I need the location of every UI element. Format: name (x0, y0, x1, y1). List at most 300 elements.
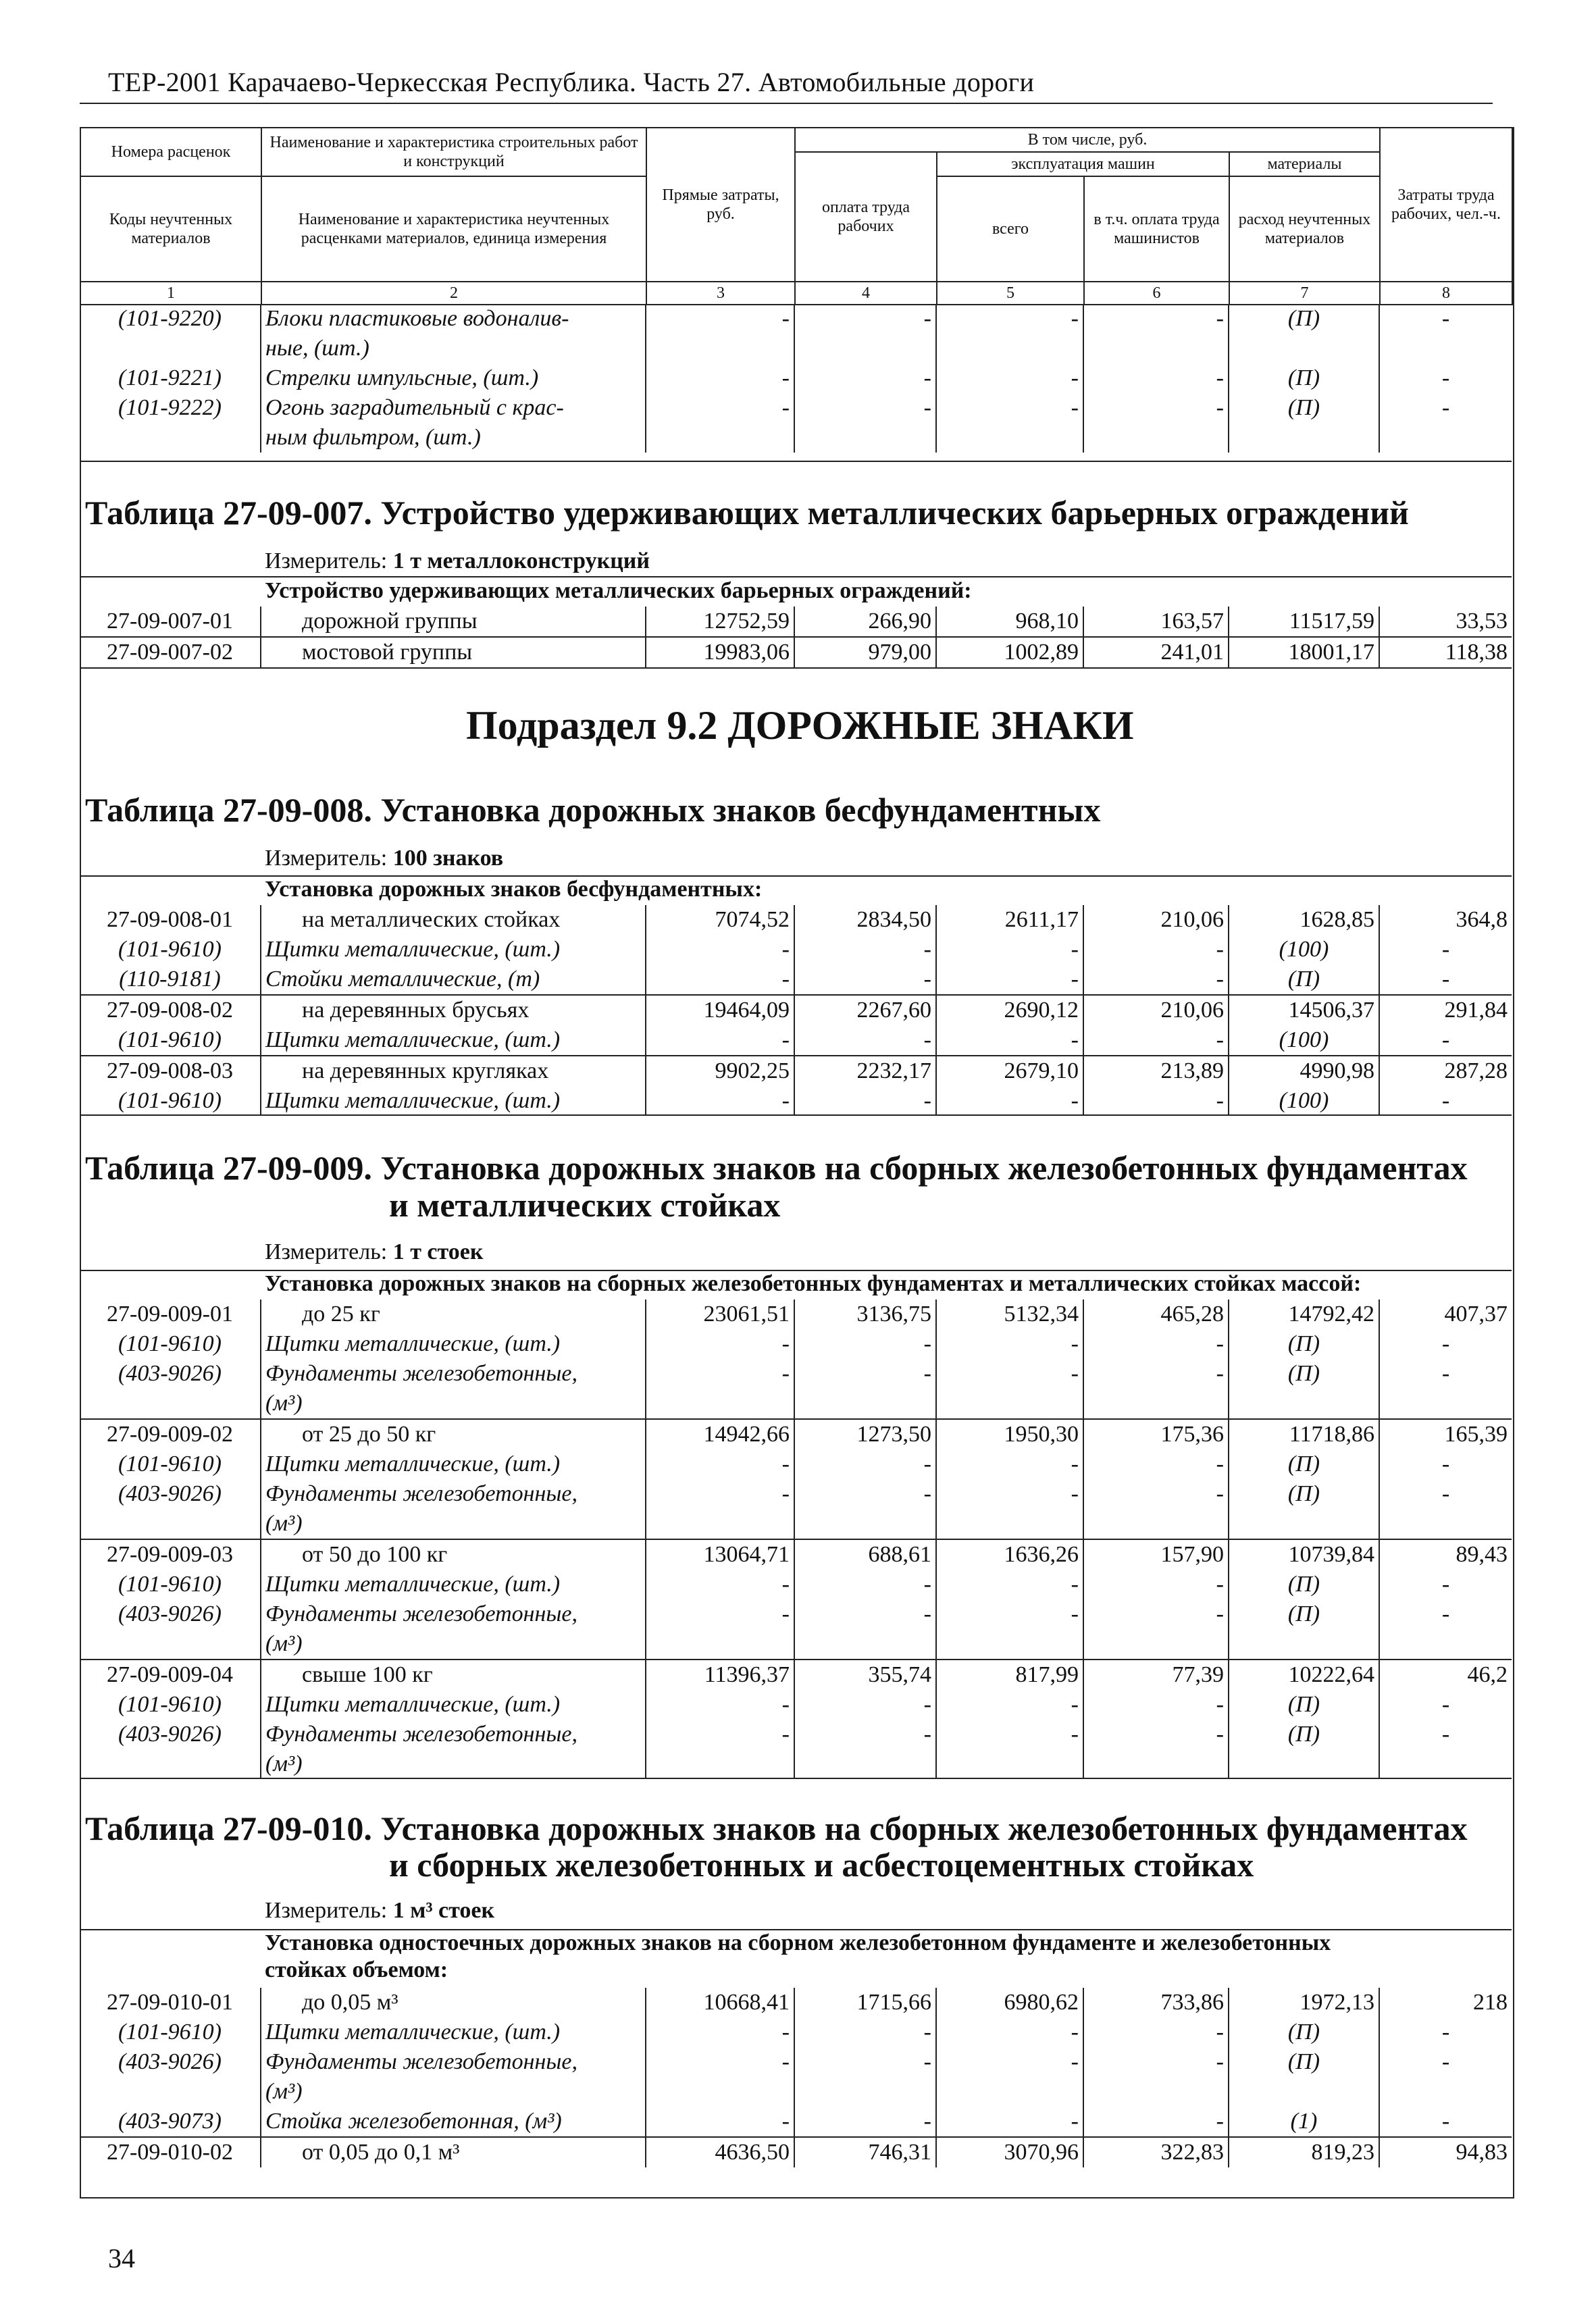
value-cell (1229, 2077, 1379, 2107)
value-cell: 2611,17 (936, 905, 1083, 935)
value-cell (1379, 334, 1512, 363)
rate-code (80, 1629, 261, 1660)
hdr-mat-use: расход неучтенных материалов (1229, 176, 1380, 282)
value-cell: 1273,50 (794, 1419, 936, 1449)
value-cell: - (646, 2107, 794, 2137)
running-header: ТЕР-2001 Карачаево-Черкесская Республика. Часть 27. Автомобильные дороги (108, 67, 1035, 97)
work-name: Щитки металлические, (шт.) (261, 1329, 646, 1359)
rate-code: (101-9610) (80, 1025, 261, 1056)
value-cell: 817,99 (936, 1660, 1083, 1690)
value-cell: - (1083, 1599, 1229, 1629)
value-cell: - (1441, 937, 1450, 962)
value-cell: - (646, 1720, 794, 1749)
hdr-codes-a: Номера расценок (80, 128, 261, 176)
rule (80, 1778, 1512, 1779)
value-cell: (П) (1229, 363, 1379, 393)
hdr-num: 5 (937, 282, 1084, 305)
table-row (80, 995, 1512, 1025)
value-cell: (П) (1229, 1479, 1379, 1509)
work-name: (м³) (261, 2077, 646, 2107)
table-row (80, 1509, 1512, 1539)
value-cell: (100) (1229, 1025, 1379, 1056)
work-name: Огонь заградительный с крас- (261, 393, 646, 423)
value-cell: 407,37 (1444, 1302, 1508, 1327)
value-cell (1229, 1389, 1379, 1419)
rate-code: 27-09-008-01 (80, 905, 261, 935)
table-row (80, 1025, 1512, 1056)
work-name: на деревянных кругляках (261, 1056, 646, 1086)
value-cell: - (1083, 1690, 1229, 1720)
value-cell: 12752,59 (646, 607, 794, 637)
column-header-table (80, 127, 1513, 305)
table-010-title-line1: Таблица 27-09-010. Установка дорожных знаков на сборных железобетонных фундаментах (85, 1809, 1468, 1847)
value-cell: 165,39 (1379, 1419, 1512, 1449)
value-cell: 291,84 (1379, 995, 1512, 1025)
rate-code: (101-9610) (80, 935, 261, 965)
rate-code: 27-09-009-01 (80, 1300, 261, 1329)
value-cell: - (646, 935, 794, 965)
work-name: до 0,05 м³ (261, 1988, 646, 2017)
value-cell: 218 (1473, 1990, 1508, 2015)
value-cell: 23061,51 (646, 1300, 794, 1329)
value-cell: - (1441, 1331, 1450, 1356)
table-row (80, 2107, 1512, 2137)
measure-value: 1 т металлоконструкций (392, 548, 650, 573)
hdr-num: 3 (646, 282, 795, 305)
table-row (80, 1300, 1512, 1329)
table-008 (80, 905, 1512, 1116)
value-cell: 688,61 (794, 1539, 936, 1570)
value-cell: - (794, 2107, 936, 2137)
value-cell: - (646, 1479, 794, 1509)
value-cell: 2679,10 (936, 1056, 1083, 1086)
value-cell: (П) (1229, 393, 1379, 423)
value-cell: - (794, 1086, 936, 1116)
value-cell: (П) (1229, 1599, 1379, 1629)
value-cell (1083, 1629, 1229, 1660)
value-cell: - (1441, 2020, 1450, 2045)
value-cell: - (646, 1329, 794, 1359)
table-row (80, 1419, 1512, 1449)
value-cell: - (936, 1570, 1083, 1599)
value-cell: - (1441, 395, 1450, 420)
hdr-num: 1 (80, 282, 261, 305)
rate-code (80, 334, 261, 363)
work-name: Фундаменты железобетонные, (261, 2047, 646, 2077)
value-cell: - (794, 1599, 936, 1629)
value-cell: - (1083, 393, 1229, 423)
table-009-title-line1: Таблица 27-09-009. Установка дорожных знаков на сборных железобетонных фундаментах (85, 1149, 1468, 1187)
rate-code: 27-09-008-02 (80, 995, 261, 1025)
value-cell: 19464,09 (646, 995, 794, 1025)
table-008-title: Таблица 27-09-008. Установка дорожных знаков бесфундаментных (85, 791, 1101, 829)
value-cell: 1628,85 (1229, 905, 1379, 935)
rule (80, 576, 1512, 577)
value-cell (1379, 2077, 1512, 2107)
value-cell: - (794, 1720, 936, 1749)
value-cell: - (1083, 935, 1229, 965)
value-cell: 210,06 (1083, 905, 1229, 935)
value-cell (1229, 1509, 1379, 1539)
value-cell: (П) (1229, 1720, 1379, 1749)
value-cell: - (936, 1599, 1083, 1629)
hdr-codes-b: Коды неучтенных материалов (80, 176, 261, 282)
table-row (80, 1988, 1512, 2017)
value-cell: - (936, 935, 1083, 965)
value-cell: 746,31 (794, 2137, 936, 2167)
table-row (80, 1660, 1512, 1690)
value-cell: 46,2 (1379, 1660, 1512, 1690)
table-row (80, 2137, 1512, 2167)
value-cell: - (646, 1599, 794, 1629)
value-cell (936, 2077, 1083, 2107)
work-name: Щитки металлические, (шт.) (261, 1086, 646, 1116)
work-name: Фундаменты железобетонные, (261, 1479, 646, 1509)
value-cell: - (1441, 1027, 1450, 1052)
value-cell: 118,38 (1379, 637, 1512, 667)
value-cell (1229, 423, 1379, 453)
value-cell (1379, 1389, 1512, 1419)
value-cell: - (1083, 2047, 1229, 2077)
table-009-group: Установка дорожных знаков на сборных железобетонных фундаментах и металлических стойках массой: (265, 1271, 1362, 1296)
value-cell: - (794, 393, 936, 423)
value-cell: - (1083, 2017, 1229, 2047)
work-name: (м³) (261, 1509, 646, 1539)
work-name: мостовой группы (261, 637, 646, 667)
value-cell: 465,28 (1083, 1300, 1229, 1329)
table-row (80, 1449, 1512, 1479)
value-cell: - (936, 1025, 1083, 1056)
hdr-num: 8 (1380, 282, 1512, 305)
table-007-group: Устройство удерживающих металлических барьерных ограждений: (265, 578, 972, 603)
value-cell: - (794, 363, 936, 393)
value-cell: - (646, 1025, 794, 1056)
table-row (80, 1749, 1512, 1779)
value-cell: (П) (1229, 1329, 1379, 1359)
work-name: Щитки металлические, (шт.) (261, 1025, 646, 1056)
value-cell: (П) (1229, 965, 1379, 995)
value-cell: 210,06 (1083, 995, 1229, 1025)
measure-label: Измеритель: (265, 1898, 388, 1923)
value-cell: - (1441, 967, 1450, 992)
value-cell: 2834,50 (794, 905, 936, 935)
value-cell (1379, 1629, 1512, 1660)
value-cell: (П) (1229, 2017, 1379, 2047)
rate-code: 27-09-010-01 (80, 1988, 261, 2017)
rate-code: 27-09-009-03 (80, 1539, 261, 1570)
rate-code: (101-9610) (80, 1449, 261, 1479)
value-cell (936, 1749, 1083, 1779)
work-name: Стойка железобетонная, (м³) (261, 2107, 646, 2137)
value-cell: - (1441, 1451, 1450, 1476)
value-cell: - (794, 1025, 936, 1056)
value-cell: 266,90 (794, 607, 936, 637)
measure-value: 1 т стоек (392, 1239, 484, 1264)
value-cell: 3136,75 (794, 1300, 936, 1329)
rate-code: (403-9026) (80, 1359, 261, 1389)
work-name: Щитки металлические, (шт.) (261, 935, 646, 965)
work-name: Стрелки импульсные, (шт.) (261, 363, 646, 393)
value-cell: - (1441, 1572, 1450, 1597)
hdr-num: 7 (1229, 282, 1380, 305)
value-cell (794, 1629, 936, 1660)
value-cell: - (936, 1479, 1083, 1509)
table-010-group-line2: стойках объемом: (265, 1957, 448, 1982)
value-cell: 163,57 (1083, 607, 1229, 637)
rate-code: (101-9610) (80, 2017, 261, 2047)
value-cell (794, 1389, 936, 1419)
table-row (80, 1389, 1512, 1419)
value-cell (794, 423, 936, 453)
value-cell: - (1441, 1361, 1450, 1386)
value-cell: 979,00 (794, 637, 936, 667)
hdr-direct: Прямые затраты, руб. (646, 128, 795, 282)
value-cell: - (794, 1359, 936, 1389)
work-name: Щитки металлические, (шт.) (261, 1570, 646, 1599)
table-row (80, 363, 1512, 393)
measure-label: Измеритель: (265, 548, 388, 573)
rate-code (80, 2077, 261, 2107)
value-cell (1379, 1749, 1512, 1779)
value-cell: - (1083, 304, 1229, 334)
value-cell: - (794, 935, 936, 965)
work-name: до 25 кг (261, 1300, 646, 1329)
value-cell: - (936, 2047, 1083, 2077)
hdr-labor-cost: Затраты труда рабочих, чел.-ч. (1380, 128, 1512, 282)
value-cell (794, 1509, 936, 1539)
rate-code: (403-9073) (80, 2107, 261, 2137)
value-cell: - (936, 1086, 1083, 1116)
table-row (80, 607, 1512, 637)
value-cell: (П) (1229, 2047, 1379, 2077)
value-cell (794, 1749, 936, 1779)
value-cell: 9902,25 (646, 1056, 794, 1086)
rate-code: 27-09-007-01 (80, 607, 261, 637)
work-name: дорожной группы (261, 607, 646, 637)
table-row (80, 1086, 1512, 1116)
value-cell: - (794, 1479, 936, 1509)
value-cell: 1972,13 (1229, 1988, 1379, 2017)
value-cell: - (1083, 363, 1229, 393)
rate-code (80, 1509, 261, 1539)
value-cell: - (1083, 1570, 1229, 1599)
work-name: (м³) (261, 1629, 646, 1660)
work-name: (м³) (261, 1749, 646, 1779)
rate-code: (403-9026) (80, 1479, 261, 1509)
value-cell (1229, 1749, 1379, 1779)
continuation-table (80, 304, 1512, 453)
value-cell: - (1083, 1086, 1229, 1116)
rate-code: 27-09-008-03 (80, 1056, 261, 1086)
work-name: Щитки металлические, (шт.) (261, 1449, 646, 1479)
value-cell: (100) (1229, 1086, 1379, 1116)
value-cell: - (1441, 1088, 1450, 1113)
rate-code (80, 1749, 261, 1779)
value-cell: - (1083, 1025, 1229, 1056)
value-cell (794, 334, 936, 363)
value-cell: - (936, 965, 1083, 995)
table-010-measure (265, 1898, 494, 1924)
value-cell (1083, 1749, 1229, 1779)
table-row (80, 1056, 1512, 1086)
rate-code: 27-09-007-02 (80, 637, 261, 667)
work-name: на деревянных брусьях (261, 995, 646, 1025)
hdr-incl: В том числе, руб. (795, 128, 1380, 152)
hdr-labor: оплата труда рабочих (795, 152, 937, 282)
table-010-title-line2: и сборных железобетонных и асбестоцементных стойках (389, 1846, 1254, 1884)
rule (80, 1114, 1512, 1116)
value-cell: - (936, 1359, 1083, 1389)
rate-code: (101-9610) (80, 1570, 261, 1599)
value-cell: - (1441, 2109, 1450, 2134)
value-cell: - (646, 965, 794, 995)
table-008-measure (265, 846, 503, 871)
value-cell: - (1083, 1479, 1229, 1509)
value-cell: - (1441, 1481, 1450, 1506)
value-cell: - (936, 2107, 1083, 2137)
table-row (80, 637, 1512, 667)
value-cell: 14942,66 (646, 1419, 794, 1449)
value-cell: - (936, 393, 1083, 423)
value-cell (936, 423, 1083, 453)
value-cell: 4990,98 (1229, 1056, 1379, 1086)
table-row (80, 304, 1512, 334)
value-cell: 6980,62 (936, 1988, 1083, 2017)
value-cell: - (1441, 1722, 1450, 1747)
value-cell: 364,8 (1456, 907, 1508, 932)
value-cell: - (646, 1449, 794, 1479)
value-cell: 157,90 (1083, 1539, 1229, 1570)
value-cell: 1002,89 (936, 637, 1083, 667)
rate-code: (101-9610) (80, 1690, 261, 1720)
value-cell: 7074,52 (646, 905, 794, 935)
value-cell: 2232,17 (794, 1056, 936, 1086)
value-cell (1229, 334, 1379, 363)
work-name: ным фильтром, (шт.) (261, 423, 646, 453)
table-row (80, 965, 1512, 995)
value-cell: - (1441, 1601, 1450, 1626)
header-rule (80, 103, 1493, 104)
value-cell: 1636,26 (936, 1539, 1083, 1570)
rate-code: 27-09-009-04 (80, 1660, 261, 1690)
value-cell: - (794, 1570, 936, 1599)
value-cell: 287,28 (1379, 1056, 1512, 1086)
work-name: свыше 100 кг (261, 1660, 646, 1690)
value-cell (646, 423, 794, 453)
value-cell: - (1083, 1359, 1229, 1389)
value-cell: 33,53 (1456, 609, 1508, 634)
value-cell: 733,86 (1083, 1988, 1229, 2017)
value-cell: 4636,50 (646, 2137, 794, 2167)
work-name: Фундаменты железобетонные, (261, 1720, 646, 1749)
table-row (80, 905, 1512, 935)
rate-code: (101-9610) (80, 1329, 261, 1359)
value-cell: (П) (1229, 1449, 1379, 1479)
table-007-measure (265, 548, 650, 574)
hdr-materials: материалы (1229, 152, 1380, 176)
table-row (80, 2077, 1512, 2107)
table-row (80, 1690, 1512, 1720)
value-cell: 14506,37 (1229, 995, 1379, 1025)
hdr-mach-total: всего (937, 176, 1084, 282)
value-cell: - (1083, 965, 1229, 995)
table-row (80, 393, 1512, 423)
rate-code: (110-9181) (80, 965, 261, 995)
value-cell (936, 334, 1083, 363)
table-010-group-line1: Установка одностоечных дорожных знаков на сборном железобетонном фундаменте и железобетонных (265, 1930, 1331, 1955)
work-name: от 25 до 50 кг (261, 1419, 646, 1449)
value-cell: 2690,12 (936, 995, 1083, 1025)
rate-code: 27-09-010-02 (80, 2137, 261, 2167)
value-cell (1083, 1509, 1229, 1539)
value-cell: - (1083, 1329, 1229, 1359)
table-row (80, 1599, 1512, 1629)
table-009-title-line2: и металлических стойках (389, 1186, 781, 1224)
measure-label: Измеритель: (265, 846, 388, 871)
value-cell: (П) (1229, 1570, 1379, 1599)
table-007-title: Таблица 27-09-007. Устройство удерживающих металлических барьерных ограждений (85, 494, 1409, 532)
work-name: на металлических стойках (261, 905, 646, 935)
table-008-group: Установка дорожных знаков бесфундаментных: (265, 877, 763, 902)
rate-code: (101-9222) (80, 393, 261, 423)
table-row (80, 1359, 1512, 1389)
value-cell: 819,23 (1229, 2137, 1379, 2167)
value-cell (1083, 423, 1229, 453)
table-row (80, 1539, 1512, 1570)
value-cell: 77,39 (1083, 1660, 1229, 1690)
table-row (80, 1329, 1512, 1359)
value-cell: 13064,71 (646, 1539, 794, 1570)
value-cell: - (1441, 365, 1450, 390)
value-cell: - (1441, 2049, 1450, 2074)
value-cell: (П) (1229, 1690, 1379, 1720)
value-cell: - (646, 393, 794, 423)
rate-code: (101-9220) (80, 304, 261, 334)
value-cell: 213,89 (1083, 1056, 1229, 1086)
value-cell (936, 1509, 1083, 1539)
value-cell: (П) (1229, 1359, 1379, 1389)
table-row (80, 334, 1512, 363)
value-cell: - (646, 2017, 794, 2047)
value-cell (646, 1389, 794, 1419)
value-cell (646, 1749, 794, 1779)
hdr-num: 2 (261, 282, 646, 305)
value-cell: - (936, 1720, 1083, 1749)
page-number: 34 (108, 2243, 135, 2273)
value-cell (1379, 423, 1512, 453)
work-name: Щитки металлические, (шт.) (261, 2017, 646, 2047)
value-cell (1379, 1509, 1512, 1539)
rule (80, 667, 1512, 669)
table-009 (80, 1300, 1512, 1779)
value-cell: 5132,34 (936, 1300, 1083, 1329)
value-cell (646, 334, 794, 363)
value-cell: - (936, 1449, 1083, 1479)
value-cell (646, 2077, 794, 2107)
table-010 (80, 1988, 1512, 2167)
value-cell: - (794, 304, 936, 334)
value-cell: (100) (1229, 935, 1379, 965)
value-cell: - (646, 1570, 794, 1599)
value-cell (1083, 334, 1229, 363)
measure-label: Измеритель: (265, 1239, 388, 1264)
value-cell: 11718,86 (1229, 1419, 1379, 1449)
table-row (80, 2047, 1512, 2077)
value-cell: - (936, 363, 1083, 393)
rate-code: (403-9026) (80, 2047, 261, 2077)
rate-code (80, 1389, 261, 1419)
value-cell: 3070,96 (936, 2137, 1083, 2167)
